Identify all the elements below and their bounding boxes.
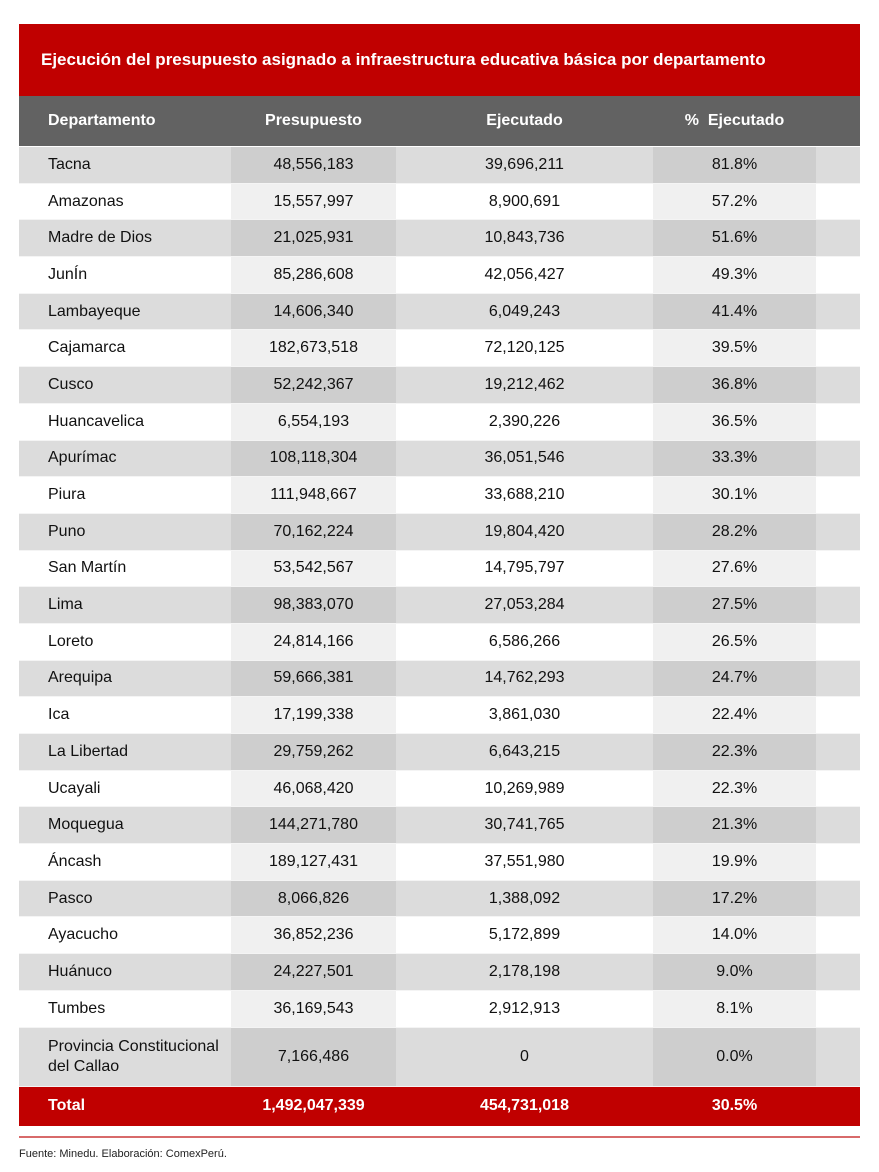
cell-departamento: Lambayeque <box>48 302 141 320</box>
cell-pct-ejecutado: 36.5% <box>653 404 816 440</box>
total-ejecutado: 454,731,018 <box>480 1097 569 1114</box>
cell-ejecutado: 72,120,125 <box>484 339 565 357</box>
cell-presupuesto: 108,118,304 <box>231 441 396 477</box>
table-row <box>19 917 860 954</box>
table-row <box>19 844 860 881</box>
cell-pct-ejecutado: 41.4% <box>653 294 816 330</box>
cell-pct-ejecutado: 14.0% <box>653 917 816 953</box>
header-pct-ejecutado: % Ejecutado <box>684 112 785 129</box>
table-row <box>19 954 860 991</box>
table-row <box>19 147 860 184</box>
table-row <box>19 404 860 441</box>
budget-table <box>19 24 860 1126</box>
cell-presupuesto: 52,242,367 <box>231 367 396 403</box>
cell-departamento: Arequipa <box>48 669 113 687</box>
cell-departamento: Ica <box>48 706 70 724</box>
cell-departamento: La Libertad <box>48 742 129 760</box>
cell-departamento: Ucayali <box>48 779 101 797</box>
cell-pct-ejecutado: 0.0% <box>653 1028 816 1086</box>
table-row <box>19 587 860 624</box>
cell-ejecutado: 6,586,266 <box>488 632 561 650</box>
cell-ejecutado: 2,390,226 <box>488 412 561 430</box>
cell-presupuesto: 36,852,236 <box>231 917 396 953</box>
header-presupuesto: Presupuesto <box>265 112 362 129</box>
cell-departamento: Cusco <box>48 375 94 393</box>
cell-pct-ejecutado: 21.3% <box>653 807 816 843</box>
table-row <box>19 220 860 257</box>
table-row <box>19 477 860 514</box>
cell-presupuesto: 7,166,486 <box>231 1028 396 1086</box>
cell-presupuesto: 85,286,608 <box>231 257 396 293</box>
cell-ejecutado: 42,056,427 <box>484 265 565 283</box>
cell-departamento: Huancavelica <box>48 412 145 430</box>
cell-pct-ejecutado: 26.5% <box>653 624 816 660</box>
footer-rule <box>19 1136 860 1138</box>
table-row <box>19 697 860 734</box>
table-row <box>19 294 860 331</box>
table-row <box>19 661 860 698</box>
cell-departamento: Loreto <box>48 632 94 650</box>
cell-ejecutado: 2,912,913 <box>488 999 561 1017</box>
cell-ejecutado: 2,178,198 <box>488 962 561 980</box>
cell-presupuesto: 182,673,518 <box>231 330 396 366</box>
total-presupuesto: 1,492,047,339 <box>262 1097 365 1114</box>
cell-departamento: JunÍn <box>48 265 88 283</box>
cell-ejecutado: 5,172,899 <box>488 926 561 944</box>
cell-presupuesto: 14,606,340 <box>231 294 396 330</box>
cell-departamento: Puno <box>48 522 86 540</box>
cell-pct-ejecutado: 39.5% <box>653 330 816 366</box>
cell-presupuesto: 59,666,381 <box>231 661 396 697</box>
table-row <box>19 441 860 478</box>
cell-ejecutado: 19,212,462 <box>484 375 565 393</box>
cell-ejecutado: 10,269,989 <box>484 779 565 797</box>
cell-pct-ejecutado: 9.0% <box>653 954 816 990</box>
cell-pct-ejecutado: 51.6% <box>653 220 816 256</box>
table-row <box>19 624 860 661</box>
cell-ejecutado: 14,762,293 <box>484 669 565 687</box>
cell-pct-ejecutado: 81.8% <box>653 147 816 183</box>
header-departamento: Departamento <box>48 112 156 129</box>
cell-presupuesto: 21,025,931 <box>231 220 396 256</box>
cell-presupuesto: 15,557,997 <box>231 184 396 220</box>
cell-presupuesto: 46,068,420 <box>231 771 396 807</box>
cell-pct-ejecutado: 30.1% <box>653 477 816 513</box>
cell-ejecutado: 37,551,980 <box>484 852 565 870</box>
cell-departamento: Ayacucho <box>48 926 118 944</box>
cell-presupuesto: 24,814,166 <box>231 624 396 660</box>
table-row <box>19 991 860 1028</box>
cell-presupuesto: 144,271,780 <box>231 807 396 843</box>
cell-departamento: Apurímac <box>48 449 117 467</box>
total-pct: 30.5% <box>711 1097 758 1114</box>
cell-pct-ejecutado: 8.1% <box>653 991 816 1027</box>
cell-pct-ejecutado: 27.5% <box>653 587 816 623</box>
table-row <box>19 514 860 551</box>
cell-ejecutado: 36,051,546 <box>484 449 565 467</box>
cell-ejecutado: 27,053,284 <box>484 596 565 614</box>
cell-presupuesto: 29,759,262 <box>231 734 396 770</box>
cell-ejecutado: 6,643,215 <box>488 742 561 760</box>
cell-pct-ejecutado: 28.2% <box>653 514 816 550</box>
table-row <box>19 330 860 367</box>
total-label: Total <box>48 1097 86 1114</box>
cell-departamento: Madre de Dios <box>48 229 153 247</box>
cell-pct-ejecutado: 27.6% <box>653 551 816 587</box>
cell-pct-ejecutado: 57.2% <box>653 184 816 220</box>
cell-departamento: Huánuco <box>48 962 113 980</box>
cell-ejecutado: 19,804,420 <box>484 522 565 540</box>
total-row <box>19 1087 860 1126</box>
cell-departamento: Moquegua <box>48 816 124 834</box>
cell-ejecutado: 6,049,243 <box>488 302 561 320</box>
table-row <box>19 367 860 404</box>
cell-ejecutado: 8,900,691 <box>488 192 561 210</box>
cell-departamento: Cajamarca <box>48 339 126 357</box>
table-row <box>19 807 860 844</box>
cell-pct-ejecutado: 49.3% <box>653 257 816 293</box>
table-row <box>19 1028 860 1087</box>
cell-pct-ejecutado: 22.3% <box>653 771 816 807</box>
cell-presupuesto: 98,383,070 <box>231 587 396 623</box>
cell-presupuesto: 36,169,543 <box>231 991 396 1027</box>
cell-departamento: Piura <box>48 486 86 504</box>
cell-presupuesto: 6,554,193 <box>231 404 396 440</box>
cell-presupuesto: 70,162,224 <box>231 514 396 550</box>
table-row <box>19 881 860 918</box>
cell-presupuesto: 48,556,183 <box>231 147 396 183</box>
cell-ejecutado: 33,688,210 <box>484 486 565 504</box>
cell-departamento: San Martín <box>48 559 127 577</box>
cell-departamento: Provincia Constitucional del Callao <box>48 1037 219 1075</box>
table-header <box>19 96 860 147</box>
cell-ejecutado: 3,861,030 <box>488 706 561 724</box>
table-row <box>19 184 860 221</box>
cell-departamento: Tumbes <box>48 999 106 1017</box>
cell-ejecutado: 14,795,797 <box>484 559 565 577</box>
cell-pct-ejecutado: 17.2% <box>653 881 816 917</box>
cell-departamento: Pasco <box>48 889 93 907</box>
source-note: Fuente: Minedu. Elaboración: ComexPerú. <box>19 1148 227 1160</box>
table-row <box>19 551 860 588</box>
table-body <box>19 147 860 1087</box>
cell-pct-ejecutado: 33.3% <box>653 441 816 477</box>
table-title: Ejecución del presupuesto asignado a infraestructura educativa básica por departamento <box>19 24 860 96</box>
cell-pct-ejecutado: 36.8% <box>653 367 816 403</box>
cell-departamento: Áncash <box>48 852 102 870</box>
cell-ejecutado: 1,388,092 <box>488 889 561 907</box>
cell-presupuesto: 17,199,338 <box>231 697 396 733</box>
cell-ejecutado: 0 <box>520 1047 529 1065</box>
cell-departamento: Amazonas <box>48 192 124 210</box>
table-row <box>19 771 860 808</box>
cell-pct-ejecutado: 24.7% <box>653 661 816 697</box>
table-row <box>19 257 860 294</box>
header-ejecutado: Ejecutado <box>486 112 563 129</box>
cell-presupuesto: 189,127,431 <box>231 844 396 880</box>
cell-departamento: Lima <box>48 596 83 614</box>
cell-presupuesto: 111,948,667 <box>231 477 396 513</box>
cell-presupuesto: 24,227,501 <box>231 954 396 990</box>
cell-ejecutado: 39,696,211 <box>485 155 564 173</box>
cell-departamento: Tacna <box>48 155 91 173</box>
cell-pct-ejecutado: 19.9% <box>653 844 816 880</box>
cell-ejecutado: 10,843,736 <box>484 229 565 247</box>
cell-ejecutado: 30,741,765 <box>484 816 565 834</box>
cell-presupuesto: 53,542,567 <box>231 551 396 587</box>
cell-pct-ejecutado: 22.3% <box>653 734 816 770</box>
cell-presupuesto: 8,066,826 <box>231 881 396 917</box>
cell-pct-ejecutado: 22.4% <box>653 697 816 733</box>
table-row <box>19 734 860 771</box>
